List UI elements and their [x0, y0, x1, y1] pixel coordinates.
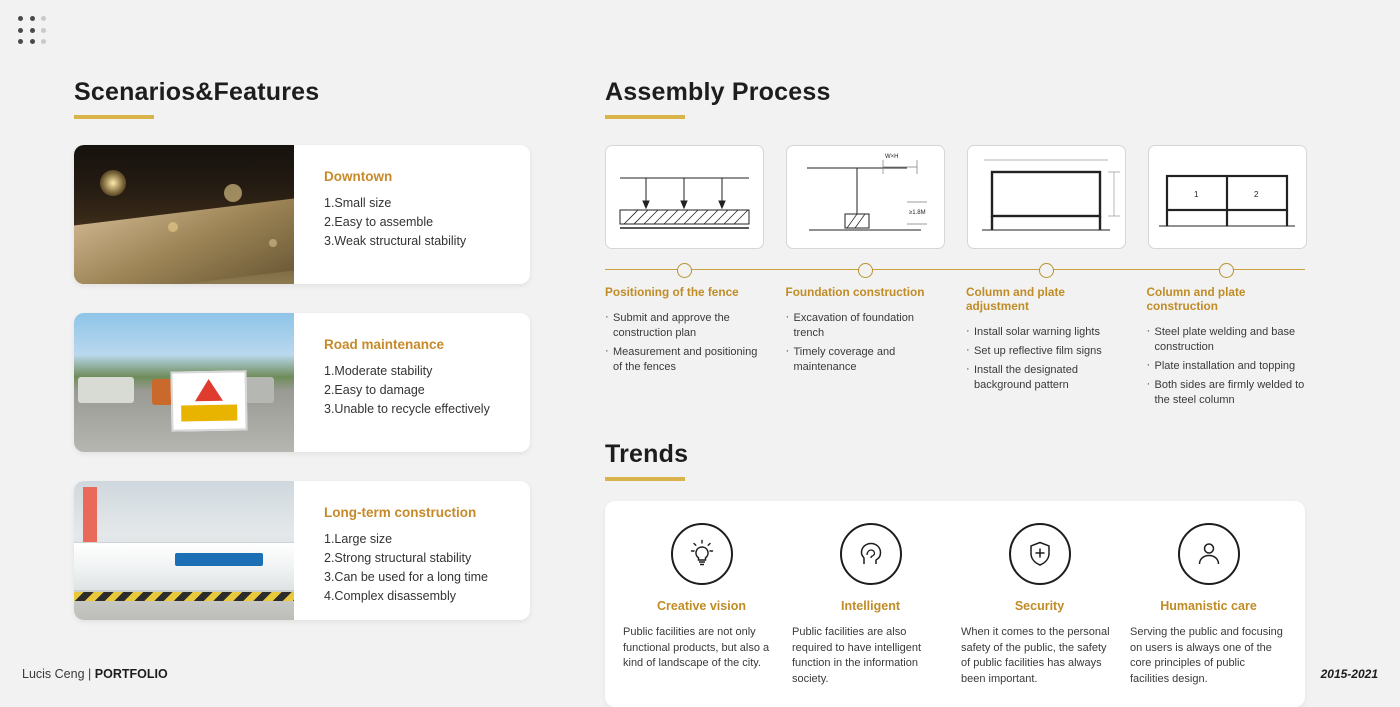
scenario-points [324, 194, 512, 251]
panel-numbering-diagram [1148, 145, 1307, 249]
brain-head-icon [840, 523, 902, 585]
photo-wall-shape [74, 542, 294, 590]
scenario-point: 1.Large size [324, 532, 393, 546]
bullet: · Install the designated background pattern [966, 363, 1125, 393]
assembly-step[interactable] [605, 145, 764, 249]
trend-text: Public facilities are also required to have intelligent function in the information society. [792, 626, 922, 685]
photo-hazard-stripe [74, 592, 294, 601]
bullet: · Plate installation and topping [1147, 359, 1306, 374]
scenario-card-body [294, 145, 530, 284]
bullet: · Set up reflective film signs [966, 344, 1125, 359]
timeline-node[interactable] [1039, 263, 1054, 278]
assembly-step-label: Column and plate construction [1146, 285, 1246, 313]
trend-name: Humanistic care [1160, 599, 1257, 613]
assembly-step-bullets [786, 311, 945, 375]
bullet: · Both sides are firmly welded to the steel column [1147, 378, 1306, 408]
trend-text: Serving the public and focusing on users is always one of the core principles of public facilities design. [1130, 626, 1283, 685]
trends-title: Trends [605, 440, 689, 468]
assembly-step-text [1147, 285, 1306, 412]
dot [41, 39, 46, 44]
timeline-node[interactable] [677, 263, 692, 278]
trend-text: When it comes to the personal safety of the public, the safety of public facilities has always been important. [961, 626, 1110, 685]
dot [41, 16, 46, 21]
photo-truck-shape [78, 377, 134, 403]
timeline-node[interactable] [1219, 263, 1234, 278]
title-underline [74, 115, 154, 119]
foundation-slab-diagram [605, 145, 764, 249]
bullet: · Steel plate welding and base construction [1147, 325, 1306, 355]
trend-text: Public facilities are not only functional products, but also a kind of landscape of the city. [623, 626, 770, 669]
assembly-step-text [786, 285, 945, 412]
shield-check-icon [1009, 523, 1071, 585]
assembly-timeline [605, 255, 1305, 285]
assembly-thumbnails [605, 145, 1305, 249]
trend-item[interactable] [623, 523, 780, 687]
person-icon [1178, 523, 1240, 585]
scenario-card-body [294, 313, 530, 452]
assembly-step-label: Foundation construction [785, 285, 925, 299]
frame-elevation-diagram [967, 145, 1126, 249]
assembly-step[interactable] [967, 145, 1126, 249]
bullet: · Submit and approve the construction plan [605, 311, 764, 341]
bullet: · Measurement and positioning of the fences [605, 345, 764, 375]
road-maintenance-sign-photo [74, 313, 294, 452]
lightbulb-icon [671, 523, 733, 585]
scenario-point: 2.Easy to assemble [324, 215, 434, 229]
photo-banner-shape [175, 553, 263, 566]
scenarios-title: Scenarios&Features [74, 78, 320, 106]
scenario-point: 2.Easy to damage [324, 383, 425, 397]
assembly-step-text [966, 285, 1125, 412]
dot [18, 16, 23, 21]
scenario-point: 1.Moderate stability [324, 364, 433, 378]
trends-card [605, 501, 1305, 707]
trend-item[interactable] [792, 523, 949, 687]
footer-years: 2015-2021 [1320, 667, 1378, 681]
footer-credit [22, 667, 168, 681]
assembly-step[interactable] [786, 145, 945, 249]
scenario-points [324, 362, 512, 419]
photo-tower-shape [83, 487, 97, 551]
footer-author: Lucis Ceng [22, 667, 85, 681]
assembly-step-bullets [605, 311, 764, 375]
assembly-step-text [605, 285, 764, 412]
scenario-point: 3.Weak structural stability [324, 234, 467, 248]
scenario-name: Downtown [324, 169, 393, 184]
title-underline [605, 477, 685, 481]
scenario-card[interactable] [74, 145, 530, 284]
scenario-point: 4.Complex disassembly [324, 589, 456, 603]
svg-text:2: 2 [1254, 190, 1259, 199]
scenario-name: Road maintenance [324, 337, 445, 352]
dot [18, 39, 23, 44]
long-term-construction-wall-photo [74, 481, 294, 620]
scenario-point: 3.Unable to recycle effectively [324, 402, 490, 416]
timeline-node[interactable] [858, 263, 873, 278]
dot [18, 28, 23, 33]
trend-name: Intelligent [840, 599, 901, 613]
bullet: · Excavation of foundation trench [786, 311, 945, 341]
dot [30, 16, 35, 21]
trend-name: Security [1014, 599, 1065, 613]
assembly-step-label: Positioning of the fence [605, 285, 739, 299]
scenario-point: 2.Strong structural stability [324, 551, 472, 565]
svg-text:≥1.8M: ≥1.8M [909, 210, 926, 216]
scenario-point: 3.Can be used for a long time [324, 570, 488, 584]
dot [41, 28, 46, 33]
dot [30, 28, 35, 33]
assembly-title: Assembly Process [605, 78, 831, 106]
timeline-line [605, 269, 1305, 270]
scenario-name: Long-term construction [324, 505, 477, 520]
footer-portfolio: PORTFOLIO [94, 667, 168, 681]
footer-separator: | [88, 667, 92, 681]
assembly-step-label: Column and plate adjustment [966, 285, 1065, 313]
assembly-step-bullets [1147, 325, 1306, 408]
assembly-step[interactable] [1148, 145, 1307, 249]
scenario-points [324, 530, 512, 606]
bullet: · Install solar warning lights [966, 325, 1125, 340]
scenario-card[interactable] [74, 313, 530, 452]
trend-item[interactable] [1130, 523, 1287, 687]
bullet: · Timely coverage and maintenance [786, 345, 945, 375]
scenario-point: 1.Small size [324, 196, 392, 210]
dot [30, 39, 35, 44]
svg-text:1: 1 [1194, 190, 1199, 199]
scenario-card[interactable] [74, 481, 530, 620]
downtown-construction-site-photo [74, 145, 294, 284]
trends-section-header [605, 440, 1305, 481]
photo-warning-sign-shape [170, 371, 247, 432]
assembly-section [605, 78, 1305, 707]
foundation-depth-diagram [786, 145, 945, 249]
scenario-card-body [294, 481, 530, 620]
trend-name: Creative vision [657, 599, 746, 613]
title-underline [605, 115, 685, 119]
assembly-step-descriptions [605, 285, 1305, 412]
dot-grid-logo [18, 16, 50, 48]
trend-item[interactable] [961, 523, 1118, 687]
svg-text:W×H: W×H [885, 154, 899, 160]
scenarios-section [74, 78, 530, 620]
assembly-step-bullets [966, 325, 1125, 393]
